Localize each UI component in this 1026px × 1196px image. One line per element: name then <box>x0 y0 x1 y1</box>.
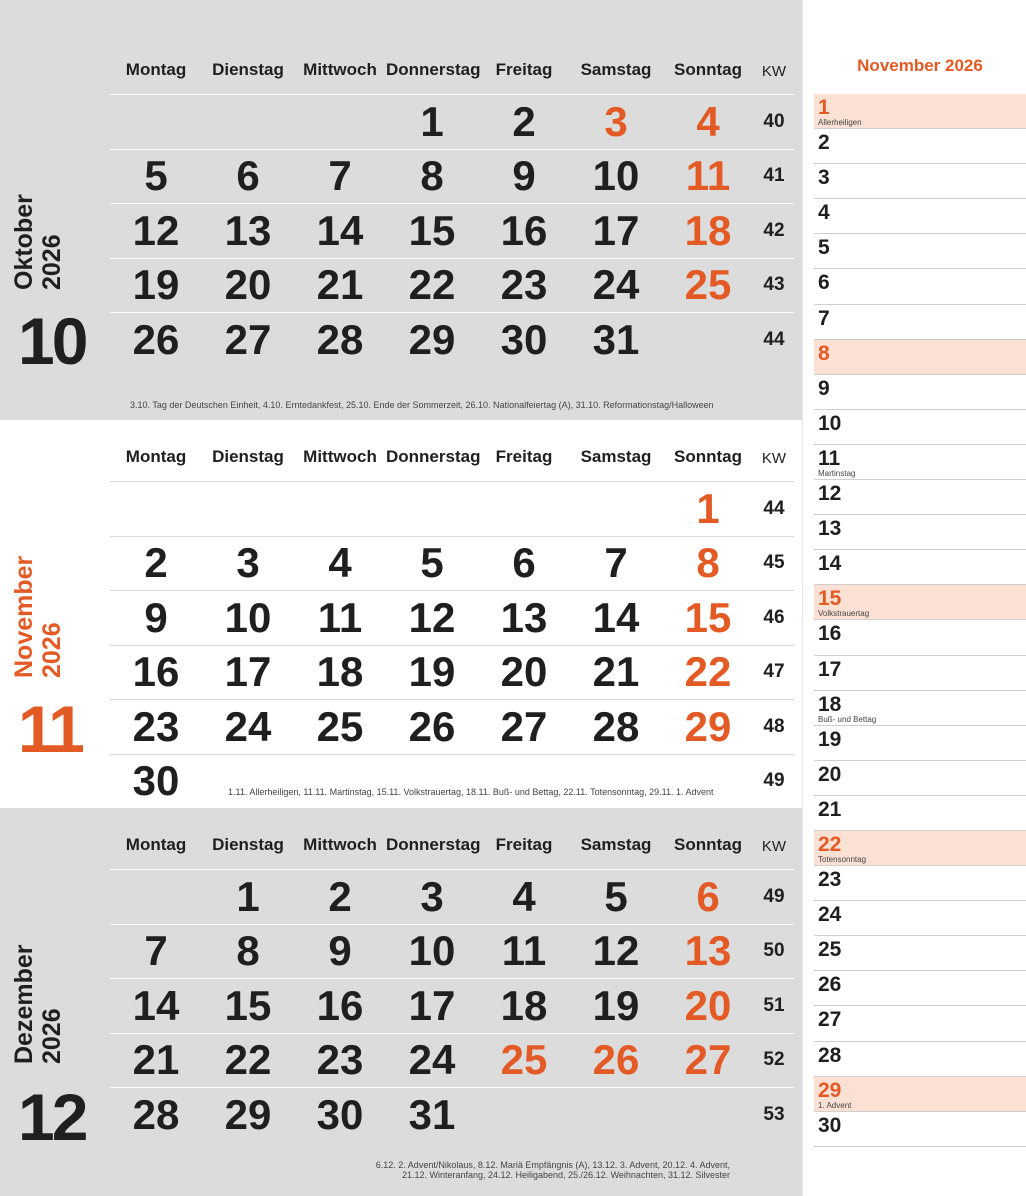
day-cell: 28 <box>132 1090 180 1138</box>
day-cell: 26 <box>408 702 456 750</box>
day-cell: 1 <box>420 97 444 145</box>
weekday-label: Dienstag <box>212 60 284 79</box>
month-name-text: Oktober <box>10 194 38 290</box>
week-row <box>110 94 794 149</box>
side-day-number: 29 <box>818 1078 842 1102</box>
week-number-header: KW <box>761 450 787 467</box>
day-cell-sunday: 1 <box>696 484 720 532</box>
week-number: 47 <box>763 661 785 683</box>
day-cell: 10 <box>592 152 640 200</box>
side-day-number: 7 <box>818 306 830 330</box>
week-number: 49 <box>763 885 785 907</box>
holiday-note-line: 6.12. 2. Advent/Nikolaus, 8.12. Mariä Empfängnis (A), 13.12. 3. Advent, 20.12. 4. Advent, <box>375 1160 730 1170</box>
weekday-label: Dienstag <box>212 447 284 466</box>
side-day-row <box>814 620 1026 655</box>
weekday-label: Donnerstag <box>386 60 481 79</box>
week-number: 51 <box>763 994 785 1016</box>
day-cell-sunday: 15 <box>684 593 732 641</box>
week-number: 49 <box>763 770 785 792</box>
week-number: 41 <box>763 165 785 187</box>
side-day-number: 8 <box>818 341 830 365</box>
day-cell: 21 <box>132 1036 180 1084</box>
day-cell-holiday: 3 <box>604 97 628 145</box>
week-row <box>110 924 794 979</box>
weekday-header <box>110 38 794 94</box>
day-cell-sunday: 8 <box>696 539 720 587</box>
day-cell: 28 <box>592 702 640 750</box>
day-cell: 14 <box>592 593 640 641</box>
day-cell: 21 <box>316 261 364 309</box>
week-row <box>110 312 794 367</box>
side-calendar-days <box>814 94 1026 1147</box>
week-row <box>110 699 794 754</box>
weekday-label: Freitag <box>495 60 553 79</box>
side-day-number: 27 <box>818 1008 842 1032</box>
month-number: 10 <box>18 304 86 378</box>
weekday-label: Samstag <box>580 60 652 79</box>
holiday-note <box>376 1160 730 1180</box>
side-day-row-sunday <box>814 1077 1026 1112</box>
side-day-holiday: 1. Advent <box>818 1100 852 1110</box>
week-number: 53 <box>763 1103 785 1125</box>
month-grid-december <box>110 813 794 1142</box>
month-october <box>0 0 802 420</box>
side-day-holiday: Totensonntag <box>818 855 867 865</box>
side-day-row <box>814 164 1026 199</box>
weekday-label: Donnerstag <box>386 835 481 854</box>
month-year-text: 2026 <box>38 234 66 290</box>
side-day-number: 14 <box>818 552 842 576</box>
month-december <box>0 808 802 1196</box>
day-cell: 26 <box>132 315 180 363</box>
week-row <box>110 536 794 591</box>
side-day-number: 15 <box>818 587 842 611</box>
week-row <box>110 1087 794 1142</box>
day-cell: 1 <box>236 872 260 920</box>
month-november <box>0 420 802 808</box>
day-cell: 12 <box>408 593 456 641</box>
side-day-number: 21 <box>818 797 842 821</box>
month-label-december <box>0 808 108 1196</box>
month-name-text: Dezember <box>10 944 38 1064</box>
day-cell: 29 <box>224 1090 272 1138</box>
side-day-number: 10 <box>818 411 842 435</box>
month-number: 12 <box>18 1080 86 1154</box>
side-day-number: 4 <box>818 201 830 225</box>
weekday-label: Mittwoch <box>303 447 377 466</box>
side-day-row <box>814 761 1026 796</box>
day-cell: 2 <box>144 539 168 587</box>
side-day-row <box>814 550 1026 585</box>
day-cell: 7 <box>328 152 352 200</box>
month-label-october <box>0 0 108 420</box>
month-name-text: November <box>10 555 38 678</box>
week-row <box>110 978 794 1033</box>
holiday-note: 3.10. Tag der Deutschen Einheit, 4.10. Erntedankfest, 25.10. Ende der Sommerzeit, 26.10. Nationalfeiertag (A), 31.10. Reformationstag/Halloween <box>130 400 714 410</box>
side-day-row <box>814 726 1026 761</box>
side-day-number: 17 <box>818 657 842 681</box>
day-cell: 19 <box>408 648 456 696</box>
weekday-label: Sonntag <box>674 835 742 854</box>
side-day-row <box>814 1042 1026 1077</box>
day-cell: 3 <box>236 539 260 587</box>
side-day-row-sunday <box>814 340 1026 375</box>
side-day-number: 12 <box>818 482 842 506</box>
side-day-row <box>814 234 1026 269</box>
side-day-row <box>814 971 1026 1006</box>
day-cell: 7 <box>144 927 168 975</box>
day-cell: 23 <box>316 1036 364 1084</box>
week-number: 44 <box>763 328 785 350</box>
day-cell-holiday: 25 <box>500 1036 548 1084</box>
week-row <box>110 645 794 700</box>
day-cell: 2 <box>328 872 352 920</box>
side-day-row <box>814 866 1026 901</box>
side-day-holiday: Buß- und Bettag <box>818 714 877 724</box>
day-cell: 7 <box>604 539 628 587</box>
week-number: 50 <box>763 940 785 962</box>
side-day-number: 26 <box>818 973 842 997</box>
side-day-number: 3 <box>818 166 830 190</box>
day-cell: 5 <box>604 872 628 920</box>
side-day-row <box>814 691 1026 726</box>
day-cell: 30 <box>132 757 180 805</box>
week-row <box>110 869 794 924</box>
day-cell-sunday: 20 <box>684 981 732 1029</box>
side-day-number: 19 <box>818 727 842 751</box>
side-day-number: 5 <box>818 236 830 260</box>
day-cell: 13 <box>500 593 548 641</box>
day-cell: 3 <box>420 872 444 920</box>
day-cell: 9 <box>144 593 168 641</box>
week-number: 44 <box>763 497 785 519</box>
day-cell: 30 <box>316 1090 364 1138</box>
side-day-number: 25 <box>818 938 842 962</box>
side-day-row <box>814 410 1026 445</box>
side-day-number: 6 <box>818 271 830 295</box>
side-day-row <box>814 515 1026 550</box>
side-day-number: 30 <box>818 1113 842 1137</box>
side-day-number: 2 <box>818 131 830 155</box>
side-day-number: 28 <box>818 1043 842 1067</box>
month-name-december <box>10 944 66 1064</box>
day-cell: 22 <box>224 1036 272 1084</box>
day-cell: 20 <box>224 261 272 309</box>
side-day-row <box>814 269 1026 304</box>
day-cell: 27 <box>224 315 272 363</box>
side-day-number: 16 <box>818 622 842 646</box>
day-cell: 24 <box>224 702 272 750</box>
day-cell-sunday: 4 <box>696 97 720 145</box>
day-cell: 5 <box>144 152 168 200</box>
month-grid-november <box>110 425 794 808</box>
day-cell: 9 <box>512 152 536 200</box>
week-row <box>110 149 794 204</box>
week-row <box>110 258 794 313</box>
side-day-row <box>814 480 1026 515</box>
weekday-label: Mittwoch <box>303 835 377 854</box>
weekday-label: Samstag <box>580 835 652 854</box>
page-divider <box>802 0 803 1196</box>
day-cell: 24 <box>408 1036 456 1084</box>
side-calendar-title: November 2026 <box>857 56 983 75</box>
weekday-label: Montag <box>125 447 187 466</box>
weekday-label: Mittwoch <box>303 60 377 79</box>
side-day-row-sunday <box>814 831 1026 866</box>
side-day-row-sunday <box>814 94 1026 129</box>
day-cell: 8 <box>420 152 444 200</box>
week-number: 42 <box>763 219 785 241</box>
day-cell-sunday: 11 <box>685 152 731 200</box>
week-number: 46 <box>763 606 785 628</box>
week-row <box>110 481 794 536</box>
day-cell: 30 <box>500 315 548 363</box>
holiday-note: 1.11. Allerheiligen, 11.11. Martinstag, 15.11. Volkstrauertag, 18.11. Buß- und Bettag, 22.11. Totensonntag, 29.11. 1. Advent <box>228 787 714 797</box>
week-number-header: KW <box>761 63 787 80</box>
day-cell: 19 <box>592 981 640 1029</box>
day-cell: 6 <box>512 539 536 587</box>
day-cell: 20 <box>500 648 548 696</box>
day-cell: 27 <box>500 702 548 750</box>
day-cell-holiday: 26 <box>592 1036 640 1084</box>
week-row <box>110 1033 794 1088</box>
day-cell: 15 <box>408 206 456 254</box>
side-day-number: 18 <box>818 692 842 716</box>
day-cell-sunday: 13 <box>684 927 732 975</box>
day-cell-sunday: 27 <box>684 1036 732 1084</box>
holiday-note-line: 21.12. Winteranfang, 24.12. Heiligabend, 25./26.12. Weihnachten, 31.12. Silvester <box>401 1170 730 1180</box>
day-cell: 23 <box>500 261 548 309</box>
side-calendar <box>814 0 1026 1196</box>
month-grid-october <box>110 38 794 367</box>
day-cell: 11 <box>317 593 363 641</box>
day-cell-sunday: 22 <box>684 648 732 696</box>
day-cell: 12 <box>132 206 180 254</box>
side-day-number: 20 <box>818 762 842 786</box>
day-cell: 25 <box>316 702 364 750</box>
day-cell-sunday: 18 <box>684 206 732 254</box>
weekday-label: Samstag <box>580 447 652 466</box>
day-cell: 24 <box>592 261 640 309</box>
side-day-row <box>814 796 1026 831</box>
day-cell: 5 <box>420 539 444 587</box>
weekday-header <box>110 425 794 481</box>
weekday-label: Freitag <box>495 835 553 854</box>
day-cell-sunday: 6 <box>696 872 720 920</box>
side-day-row <box>814 375 1026 410</box>
month-year-text: 2026 <box>38 1008 66 1064</box>
side-day-row <box>814 305 1026 340</box>
day-cell: 18 <box>500 981 548 1029</box>
month-label-november <box>0 420 108 808</box>
day-cell: 12 <box>592 927 640 975</box>
week-number: 45 <box>763 552 785 574</box>
day-cell: 16 <box>132 648 180 696</box>
weekday-label: Freitag <box>495 447 553 466</box>
day-cell: 19 <box>132 261 180 309</box>
week-row <box>110 203 794 258</box>
day-cell: 6 <box>236 152 260 200</box>
day-cell: 10 <box>408 927 456 975</box>
day-cell: 11 <box>501 927 547 975</box>
side-day-row <box>814 901 1026 936</box>
weekday-label: Donnerstag <box>386 447 481 466</box>
side-day-number: 24 <box>818 903 842 927</box>
week-number: 48 <box>763 715 785 737</box>
weekday-label: Montag <box>125 60 187 79</box>
day-cell: 9 <box>328 927 352 975</box>
side-day-row <box>814 199 1026 234</box>
day-cell-sunday: 29 <box>684 702 732 750</box>
day-cell: 8 <box>236 927 260 975</box>
week-row <box>110 590 794 645</box>
day-cell: 15 <box>224 981 272 1029</box>
weekday-label: Dienstag <box>212 835 284 854</box>
day-cell: 21 <box>592 648 640 696</box>
side-day-row <box>814 1006 1026 1041</box>
side-day-number: 22 <box>818 832 842 856</box>
side-day-holiday: Martinstag <box>818 469 856 479</box>
week-number-header: KW <box>761 838 787 855</box>
day-cell: 16 <box>316 981 364 1029</box>
day-cell: 10 <box>224 593 272 641</box>
side-day-holiday: Volkstrauertag <box>818 609 870 619</box>
day-cell: 18 <box>316 648 364 696</box>
day-cell: 17 <box>408 981 456 1029</box>
day-cell: 2 <box>512 97 536 145</box>
side-day-number: 11 <box>818 446 841 470</box>
weekday-label: Montag <box>125 835 187 854</box>
side-day-holiday: Allerheiligen <box>818 118 862 128</box>
month-name-november <box>10 555 66 678</box>
side-day-number: 23 <box>818 868 842 892</box>
weekday-label: Sonntag <box>674 60 742 79</box>
day-cell: 4 <box>328 539 352 587</box>
side-day-row <box>814 129 1026 164</box>
day-cell: 31 <box>592 315 640 363</box>
month-year-text: 2026 <box>38 622 66 678</box>
day-cell: 14 <box>316 206 364 254</box>
day-cell: 16 <box>500 206 548 254</box>
day-cell: 17 <box>592 206 640 254</box>
day-cell: 29 <box>408 315 456 363</box>
side-day-row <box>814 445 1026 480</box>
weekday-label: Sonntag <box>674 447 742 466</box>
weekday-header <box>110 813 794 869</box>
day-cell: 14 <box>132 981 180 1029</box>
day-cell: 13 <box>224 206 272 254</box>
day-cell: 28 <box>316 315 364 363</box>
month-number: 11 <box>18 692 82 766</box>
side-day-row <box>814 1112 1026 1147</box>
side-day-row <box>814 936 1026 971</box>
day-cell: 23 <box>132 702 180 750</box>
week-number: 43 <box>763 274 785 296</box>
day-cell-sunday: 25 <box>684 261 732 309</box>
side-day-number: 1 <box>818 96 830 119</box>
week-row <box>110 754 794 809</box>
side-day-number: 9 <box>818 376 830 400</box>
day-cell: 22 <box>408 261 456 309</box>
month-name-october <box>10 194 66 290</box>
day-cell: 4 <box>512 872 536 920</box>
side-day-row-sunday <box>814 585 1026 620</box>
side-day-row <box>814 656 1026 691</box>
week-number: 40 <box>763 110 785 132</box>
day-cell: 17 <box>224 648 272 696</box>
day-cell: 31 <box>408 1090 456 1138</box>
week-number: 52 <box>763 1049 785 1071</box>
side-day-number: 13 <box>818 517 842 541</box>
